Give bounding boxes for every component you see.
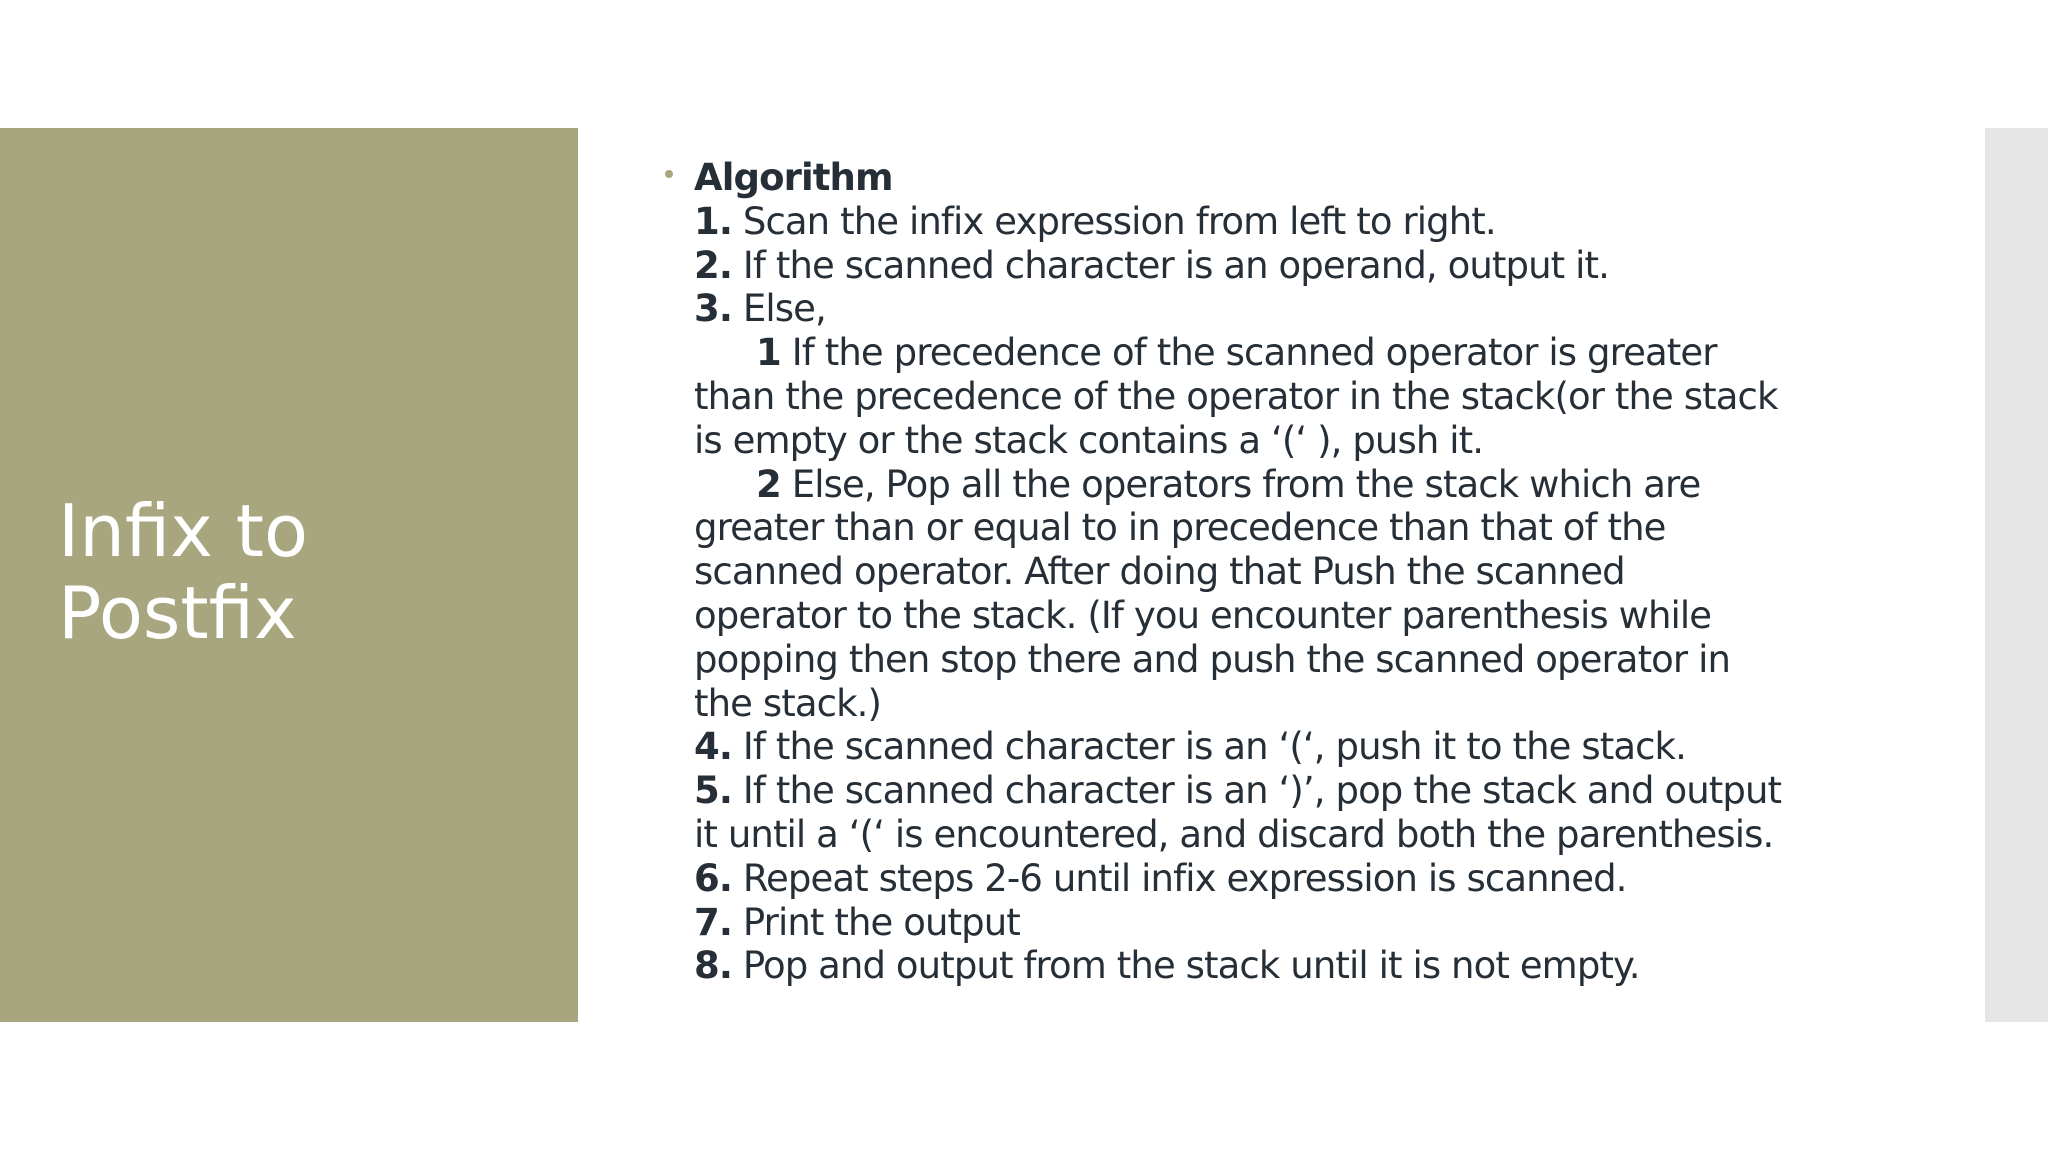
step-line xyxy=(694,244,1874,288)
algorithm-text-block xyxy=(694,156,1874,988)
continuation-line: the stack.) xyxy=(694,681,882,725)
continuation-line: is empty or the stack contains a ‘(‘ ), push it. xyxy=(694,418,1484,462)
step-line xyxy=(694,944,1874,988)
substep-number: 2 xyxy=(756,462,781,506)
step-line xyxy=(694,287,1874,331)
step-number: 2. xyxy=(694,243,733,287)
bullet-dot-icon xyxy=(665,170,673,178)
substep-line xyxy=(694,463,1874,507)
slide-title xyxy=(58,490,558,654)
step-number: 4. xyxy=(694,725,733,769)
substep-number: 1 xyxy=(756,331,781,375)
step-line xyxy=(694,725,1874,769)
substep-text: If the precedence of the scanned operator is greater xyxy=(780,331,1717,375)
continuation-line: than the precedence of the operator in the stack(or the stack xyxy=(694,374,1778,418)
step-text: Repeat steps 2-6 until infix expression is scanned. xyxy=(732,856,1627,900)
continuation-line: operator to the stack. (If you encounter parenthesis while xyxy=(694,593,1712,637)
slide-title-line-2: Postfix xyxy=(58,571,297,655)
step-line xyxy=(694,901,1874,945)
step-text: If the scanned character is an ‘)’, pop the stack and output xyxy=(732,769,1782,813)
step-number: 1. xyxy=(694,199,733,243)
continuation-line: it until a ‘(‘ is encountered, and discard both the parenthesis. xyxy=(694,812,1774,856)
step-text: If the scanned character is an operand, output it. xyxy=(732,243,1609,287)
step-number: 8. xyxy=(694,944,733,988)
step-text: Pop and output from the stack until it is not empty. xyxy=(732,944,1640,988)
step-text: If the scanned character is an ‘(‘, push it to the stack. xyxy=(732,725,1686,769)
algorithm-heading: Algorithm xyxy=(694,156,893,199)
step-line xyxy=(694,857,1874,901)
substep-text: Else, Pop all the operators from the stack which are xyxy=(780,462,1701,506)
right-accent-strip xyxy=(1985,128,2048,1022)
step-number: 7. xyxy=(694,900,733,944)
substep-line xyxy=(694,331,1874,375)
step-line xyxy=(694,200,1874,244)
step-number: 6. xyxy=(694,856,733,900)
continuation-line: scanned operator. After doing that Push the scanned xyxy=(694,550,1625,594)
step-text: Print the output xyxy=(732,900,1020,944)
step-line xyxy=(694,769,1874,813)
step-text: Else, xyxy=(732,287,826,331)
continuation-line: popping then stop there and push the scanned operator in xyxy=(694,637,1731,681)
step-text: Scan the infix expression from left to right. xyxy=(732,199,1496,243)
continuation-line: greater than or equal to in precedence than that of the xyxy=(694,506,1666,550)
slide-title-line-1: Infix to xyxy=(58,489,308,573)
step-number: 3. xyxy=(694,287,733,331)
step-number: 5. xyxy=(694,769,733,813)
